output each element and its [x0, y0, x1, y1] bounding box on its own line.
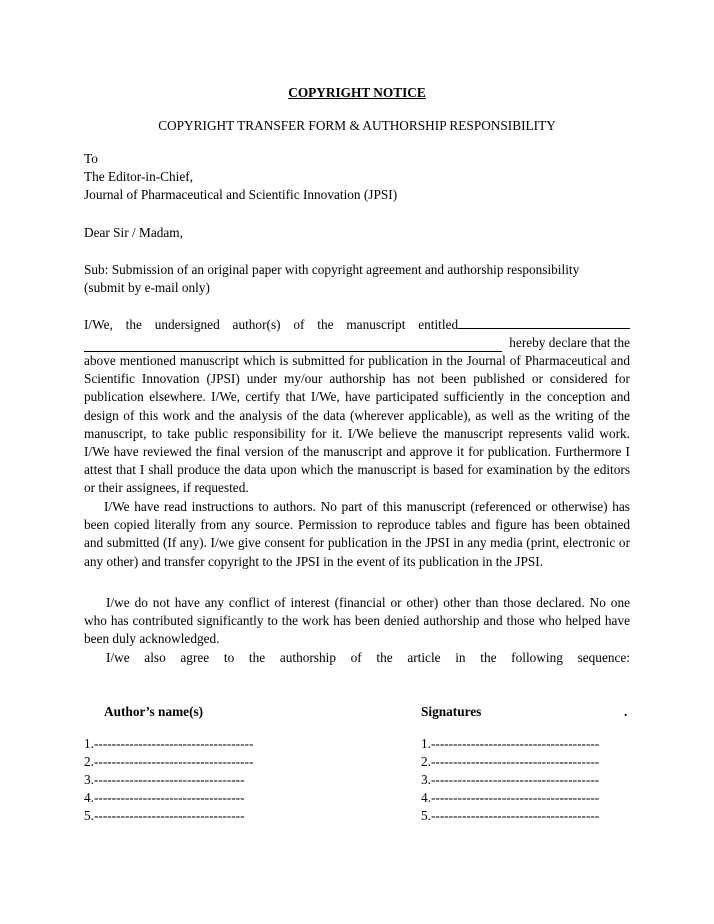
declaration-after-blank: hereby declare that the [509, 335, 630, 350]
address-line-to: To [84, 151, 98, 166]
salutation: Dear Sir / Madam, [84, 225, 183, 240]
author-line-4: 4.---------------------------------- [84, 790, 245, 805]
document-title: COPYRIGHT NOTICE [288, 85, 426, 100]
signature-line-1: 1.-------------------------------------- [421, 736, 600, 751]
declaration-para4: I/we also agree to the authorship of the article in the following sequence: [106, 650, 630, 665]
declaration-intro-row [84, 316, 630, 334]
header-trailing-dot: . [624, 704, 628, 719]
declaration-para2: I/We have read instructions to authors. No part of this manuscript (referenced or otherwise) has been copied literally from any source. Permission to reproduce tables and figure has been obtained and submitted (If any). I/we give consent for publication in the JPSI in any media (print, electronic or any other) and transfer copyright to the JPSI in the event of its publication in the JPSI. [84, 499, 630, 569]
declaration-para3: I/we do not have any conflict of interest (financial or other) other than those declared. No one who has contributed significantly to the work has been denied authorship and those who helped have been duly acknowledged. [84, 595, 630, 647]
signatures-column-header: Signatures [421, 704, 482, 719]
author-line-1: 1.------------------------------------ [84, 736, 254, 751]
author-line-3: 3.---------------------------------- [84, 772, 245, 787]
address-line-journal: Journal of Pharmaceutical and Scientific Innovation (JPSI) [84, 187, 398, 202]
signature-line-3: 3.-------------------------------------- [421, 772, 600, 787]
document-subtitle: COPYRIGHT TRANSFER FORM & AUTHORSHIP RESPONSIBILITY [158, 118, 556, 133]
signature-line-5: 5.-------------------------------------- [421, 808, 600, 823]
subject-line: Sub: Submission of an original paper with copyright agreement and authorship responsibility [84, 262, 580, 277]
signature-line-4: 4.-------------------------------------- [421, 790, 600, 805]
address-line-editor: The Editor-in-Chief, [84, 169, 194, 184]
title-blank-line-continued [84, 339, 502, 352]
declaration-second-row [84, 334, 630, 352]
author-line-5: 5.---------------------------------- [84, 808, 245, 823]
title-blank-line [458, 316, 630, 329]
signature-line-2: 2.-------------------------------------- [421, 754, 600, 769]
author-line-2: 2.------------------------------------ [84, 754, 254, 769]
authors-column-header: Author’s name(s) [104, 704, 204, 719]
declaration-body: above mentioned manuscript which is submitted for publication in the Journal of Pharmaceutical and Scientific Innovation (JPSI) under my/our authorship has not been published or considered for publication elsewhere. I/We, certify that I/We, have participated sufficiently in the conception and design of this work and the analysis of the data (wherever applicable), as well as the writing of the manuscript, to take public responsibility for it. I/We believe the manuscript represents valid work. I/We have reviewed the final version of the manuscript and approve it for publication. Furthermore I attest that I shall produce the data upon which the manuscript is based for examination by the editors or their assignees, if requested. [84, 353, 630, 496]
declaration-intro: I/We, the undersigned author(s) of the manuscript entitled [84, 317, 459, 332]
subject-note: (submit by e-mail only) [84, 280, 210, 295]
